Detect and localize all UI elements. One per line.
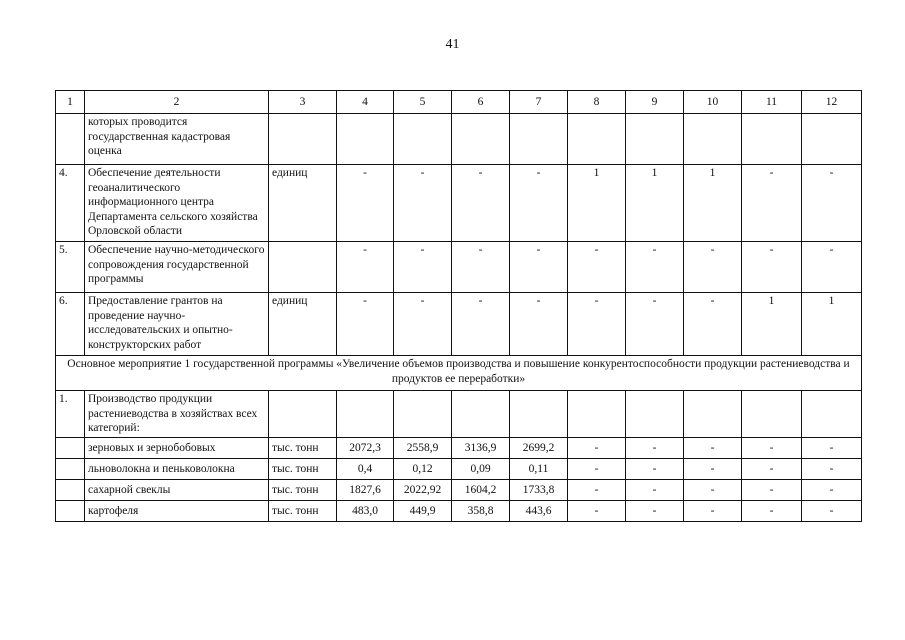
column-header-cell: 5: [394, 91, 452, 114]
value-cell: 2072,3: [337, 438, 394, 459]
indicator-name-cell: сахарной свеклы: [85, 480, 269, 501]
value-cell: 0,11: [510, 459, 568, 480]
value-cell: [394, 114, 452, 165]
value-cell: -: [568, 501, 626, 522]
value-cell: -: [742, 501, 802, 522]
value-cell: -: [684, 293, 742, 356]
column-header-cell: 12: [802, 91, 862, 114]
row-number-cell: 5.: [56, 242, 85, 293]
value-cell: -: [626, 480, 684, 501]
table-row: [56, 501, 862, 522]
column-header-cell: 6: [452, 91, 510, 114]
value-cell: -: [684, 438, 742, 459]
value-cell: 1: [626, 165, 684, 242]
value-cell: -: [510, 242, 568, 293]
column-header-cell: 4: [337, 91, 394, 114]
indicator-name-cell: Предоставление грантов на проведение научно-исследовательских и опытно-конструкторских работ: [85, 293, 269, 356]
page-number: 41: [445, 37, 460, 52]
value-cell: -: [394, 165, 452, 242]
value-cell: [510, 114, 568, 165]
value-cell: -: [684, 480, 742, 501]
value-cell: 1: [742, 293, 802, 356]
column-header-cell: 8: [568, 91, 626, 114]
row-number-cell: 6.: [56, 293, 85, 356]
value-cell: -: [626, 438, 684, 459]
value-cell: 1733,8: [510, 480, 568, 501]
value-cell: -: [742, 480, 802, 501]
value-cell: 0,12: [394, 459, 452, 480]
value-cell: -: [337, 242, 394, 293]
value-cell: -: [452, 293, 510, 356]
value-cell: -: [742, 459, 802, 480]
value-cell: 1827,6: [337, 480, 394, 501]
column-header-cell: 11: [742, 91, 802, 114]
value-cell: 2699,2: [510, 438, 568, 459]
value-cell: -: [742, 438, 802, 459]
table-row: [56, 114, 862, 165]
value-cell: -: [510, 293, 568, 356]
unit-cell: [269, 391, 337, 438]
value-cell: -: [510, 165, 568, 242]
section-title: Основное мероприятие 1 государственной программы «Увеличение объемов производства и повышение конкурентоспособности продукции растениеводства и продуктов ее переработки»: [56, 356, 862, 391]
value-cell: -: [568, 438, 626, 459]
value-cell: -: [337, 165, 394, 242]
value-cell: 1: [684, 165, 742, 242]
value-cell: [337, 114, 394, 165]
value-cell: 449,9: [394, 501, 452, 522]
value-cell: [684, 391, 742, 438]
column-number-header: [56, 91, 862, 114]
value-cell: 0,4: [337, 459, 394, 480]
row-number-cell: [56, 114, 85, 165]
value-cell: -: [684, 242, 742, 293]
value-cell: -: [394, 293, 452, 356]
value-cell: -: [802, 438, 862, 459]
value-cell: -: [394, 242, 452, 293]
unit-cell: тыс. тонн: [269, 459, 337, 480]
column-header-cell: 3: [269, 91, 337, 114]
value-cell: -: [802, 501, 862, 522]
value-cell: 483,0: [337, 501, 394, 522]
value-cell: [510, 391, 568, 438]
row-number-cell: 4.: [56, 165, 85, 242]
column-header-cell: 9: [626, 91, 684, 114]
unit-cell: тыс. тонн: [269, 480, 337, 501]
table-row: [56, 165, 862, 242]
value-cell: 1: [802, 293, 862, 356]
value-cell: -: [802, 165, 862, 242]
value-cell: -: [568, 242, 626, 293]
indicator-name-cell: льноволокна и пеньковолокна: [85, 459, 269, 480]
column-header-cell: 7: [510, 91, 568, 114]
table-row: [56, 391, 862, 438]
row-number-cell: 1.: [56, 391, 85, 438]
indicators-table: [55, 90, 862, 522]
value-cell: -: [626, 242, 684, 293]
value-cell: [684, 114, 742, 165]
indicator-name-cell: зерновых и зернобобовых: [85, 438, 269, 459]
value-cell: -: [626, 501, 684, 522]
value-cell: -: [568, 293, 626, 356]
value-cell: -: [337, 293, 394, 356]
indicator-name-cell: которых проводится государственная кадастровая оценка: [85, 114, 269, 165]
table-row: [56, 242, 862, 293]
value-cell: -: [684, 459, 742, 480]
value-cell: -: [452, 165, 510, 242]
indicator-name-cell: Обеспечение деятельности геоаналитического информационного центра Департамента сельского хозяйства Орловской области: [85, 165, 269, 242]
value-cell: [802, 391, 862, 438]
value-cell: [626, 391, 684, 438]
value-cell: [802, 114, 862, 165]
unit-cell: тыс. тонн: [269, 501, 337, 522]
indicator-name-cell: картофеля: [85, 501, 269, 522]
indicator-name-cell: Производство продукции растениеводства в хозяйствах всех категорий:: [85, 391, 269, 438]
value-cell: -: [568, 459, 626, 480]
value-cell: -: [452, 242, 510, 293]
section-row: [56, 356, 862, 391]
value-cell: [568, 391, 626, 438]
value-cell: [626, 114, 684, 165]
value-cell: -: [626, 459, 684, 480]
table-row: [56, 293, 862, 356]
unit-cell: тыс. тонн: [269, 438, 337, 459]
value-cell: -: [742, 242, 802, 293]
value-cell: -: [802, 480, 862, 501]
indicator-name-cell: Обеспечение научно-методического сопровождения государственной программы: [85, 242, 269, 293]
unit-cell: единиц: [269, 293, 337, 356]
value-cell: -: [802, 242, 862, 293]
value-cell: [394, 391, 452, 438]
row-number-cell: [56, 438, 85, 459]
value-cell: 2022,92: [394, 480, 452, 501]
value-cell: 443,6: [510, 501, 568, 522]
value-cell: -: [626, 293, 684, 356]
value-cell: 1604,2: [452, 480, 510, 501]
value-cell: 2558,9: [394, 438, 452, 459]
value-cell: [742, 391, 802, 438]
row-number-cell: [56, 480, 85, 501]
unit-cell: [269, 242, 337, 293]
value-cell: 3136,9: [452, 438, 510, 459]
value-cell: 358,8: [452, 501, 510, 522]
value-cell: [452, 114, 510, 165]
unit-cell: [269, 114, 337, 165]
unit-cell: единиц: [269, 165, 337, 242]
table-row: [56, 480, 862, 501]
value-cell: [742, 114, 802, 165]
row-number-cell: [56, 501, 85, 522]
value-cell: [337, 391, 394, 438]
value-cell: -: [742, 165, 802, 242]
value-cell: [568, 114, 626, 165]
value-cell: -: [802, 459, 862, 480]
column-header-cell: 1: [56, 91, 85, 114]
row-number-cell: [56, 459, 85, 480]
value-cell: 0,09: [452, 459, 510, 480]
value-cell: 1: [568, 165, 626, 242]
table-row: [56, 459, 862, 480]
column-header-cell: 2: [85, 91, 269, 114]
value-cell: [452, 391, 510, 438]
column-header-cell: 10: [684, 91, 742, 114]
value-cell: -: [684, 501, 742, 522]
value-cell: -: [568, 480, 626, 501]
table-row: [56, 438, 862, 459]
